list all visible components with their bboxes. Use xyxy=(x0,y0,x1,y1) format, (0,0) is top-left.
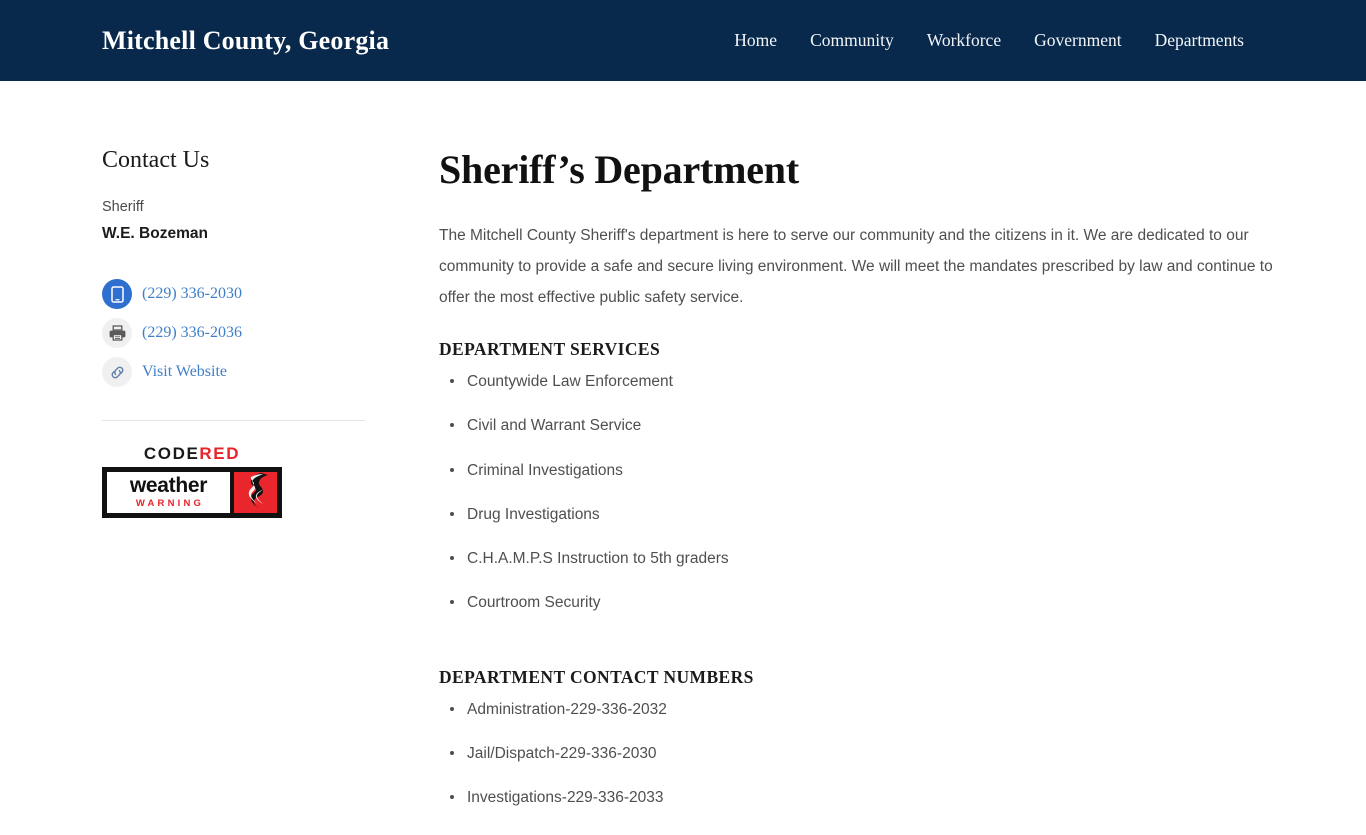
list-item: C.H.A.M.P.S Instruction to 5th graders xyxy=(467,547,1301,570)
tornado-icon xyxy=(230,472,277,513)
codered-word-code: CODE xyxy=(143,443,200,463)
nav-item-departments[interactable]: Departments xyxy=(1154,30,1244,50)
warning-label: WARNING xyxy=(135,498,205,510)
department-services-heading: DEPARTMENT SERVICES xyxy=(439,339,661,359)
codered-weather-warning-logo[interactable] xyxy=(102,445,282,518)
codered-word-red: RED xyxy=(199,443,241,463)
list-item: Jail/Dispatch-229-336-2030 xyxy=(467,742,1301,765)
contact-methods xyxy=(102,275,402,392)
section-spacer xyxy=(439,641,1301,667)
contact-role: Sheriff xyxy=(102,198,144,215)
site-title: Mitchell County, Georgia xyxy=(102,25,390,55)
nav-item-government[interactable]: Government xyxy=(1034,30,1122,50)
list-item: Administration-229-336-2032 xyxy=(467,698,1301,721)
list-item: Civil and Warrant Service xyxy=(467,414,1301,437)
list-item: Drug Investigations xyxy=(467,503,1301,526)
list-item: Investigations-229-336-2033 xyxy=(467,786,1301,809)
department-contact-numbers-heading: DEPARTMENT CONTACT NUMBERS xyxy=(439,666,754,687)
page-title: Sheriff’s Department xyxy=(439,147,799,192)
codered-wordmark xyxy=(102,445,282,462)
list-item: Courtroom Security xyxy=(467,591,1301,614)
contact-us-heading: Contact Us xyxy=(102,147,210,173)
nav-item-home[interactable]: Home xyxy=(734,30,778,50)
nav-item-workforce[interactable]: Workforce xyxy=(926,30,1002,50)
contact-row-fax[interactable] xyxy=(102,314,402,353)
intro-paragraph: The Mitchell County Sheriff's department is here to serve our community and the citizens in it. We are dedicated to our community to provide a safe and secure living environment. We will meet the mandates prescribed by law and continue to offer the most effective public safety service. xyxy=(439,227,1273,306)
contact-row-phone[interactable] xyxy=(102,275,402,314)
link-chain-icon xyxy=(102,357,132,387)
weather-warning-box xyxy=(102,467,282,518)
main-content xyxy=(439,146,1301,835)
sidebar xyxy=(102,146,402,518)
page-body xyxy=(0,81,1366,835)
nav-item-community[interactable]: Community xyxy=(810,30,894,50)
mobile-phone-icon xyxy=(102,279,132,309)
main-navigation xyxy=(734,30,1244,51)
fax-link[interactable]: (229) 336-2036 xyxy=(142,324,242,342)
website-link[interactable]: Visit Website xyxy=(142,363,228,381)
list-item: Criminal Investigations xyxy=(467,459,1301,482)
weather-label: weather xyxy=(129,474,208,498)
list-item: Countywide Law Enforcement xyxy=(467,370,1301,393)
weather-warning-text xyxy=(107,472,230,513)
fax-printer-icon xyxy=(102,318,132,348)
contact-row-website[interactable] xyxy=(102,353,402,392)
sidebar-divider xyxy=(102,420,365,421)
contact-person-name: W.E. Bozeman xyxy=(102,224,208,242)
site-header xyxy=(0,0,1366,81)
phone-link[interactable]: (229) 336-2030 xyxy=(142,285,242,303)
department-contact-numbers-list xyxy=(439,698,1301,810)
department-services-list xyxy=(439,370,1301,615)
